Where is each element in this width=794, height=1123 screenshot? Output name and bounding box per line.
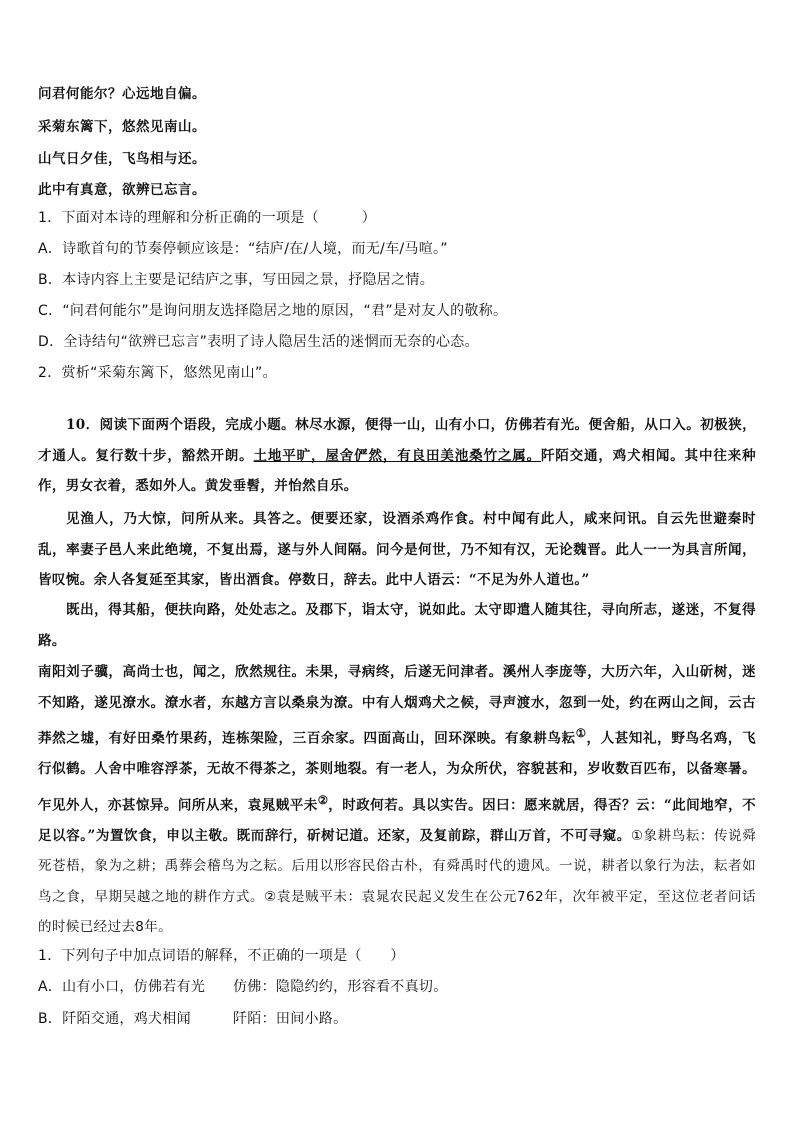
passage-text: ，人甚知礼，野鸟名鸡，飞行似鹤。人舍中唯容浮茶，无故不得茶之，茶则地裂。有一老人，为众所伏，容貌甚和，岁收数百匹布，以备寒暑。乍见外人，亦甚惊异。问所从来，袁晁贼平未 xyxy=(38,730,756,813)
option-b xyxy=(38,1008,347,1028)
question-stem: 1．下面对本诗的理解和分析正确的一项是（ ） xyxy=(38,210,377,226)
option-label: A．山有小口，仿佛若有光 xyxy=(38,979,206,995)
poem-line: 采菊东篱下，悠然见南山。 xyxy=(38,119,206,135)
option-gloss: 仿佛：隐隐约约，形容看不真切。 xyxy=(233,979,448,995)
option-gloss: 阡陌：田间小路。 xyxy=(233,1011,348,1027)
option-b: B．本诗内容上主要是记结庐之事，写田园之景，抒隐居之情。 xyxy=(38,272,435,288)
poem-line: 问君何能尔？心远地自偏。 xyxy=(38,86,206,102)
passage-text: 10．阅读下面两个语段，完成小题。林尽水源，便得一山，山有小口，仿佛若有光。便舍船，从口入。初极狭，才通人。复行数十步，豁然开朗。 xyxy=(38,417,756,464)
poem-line: 此中有真意，欲辨已忘言。 xyxy=(38,182,206,198)
option-c: C．“问君何能尔”是询问朋友选择隐居之地的原因，“君”是对友人的敬称。 xyxy=(38,303,508,319)
footnote-text: ①象耕鸟耘：传说舜死苍梧，象为之耕；禹葬会稽鸟为之耘。后用以形容民俗古朴，有舜禹时代的遗风。一说，耕者以象行为法，耘者如鸟之食，早期吴越之地的耕作方式。②袁是贼平未：袁晁农民起义发生在公元762年，次年被平定，至这位老者问话的时候已经过去8年。 xyxy=(38,827,757,935)
passage-text: 南阳刘子骥，高尚士也，闻之，欣然规往。未果，寻病终，后遂无问津者。溪州人李庞等，大历六年，入山斫树，迷不知路，遂见潦水。潦水者，东越方言以桑泉为潦。中有人烟鸡犬之候，寻声渡水，忽到一处，约在两山之间，云古莽然之墟，有好田桑竹果药，连栋架险，三百余家。四面高山，回环深映。有象耕鸟耘 xyxy=(38,664,756,747)
passage-paragraph-2: 见渔人，乃大惊，问所从来。具答之。便要还家，设酒杀鸡作食。村中闻有此人，咸来问讯。自云先世避秦时乱，率妻子邑人来此绝境，不复出焉，遂与外人间隔。问今是何世，乃不知有汉，无论魏晋。此人一一为具言所闻，皆叹惋。余人各复延至其家，皆出酒食。停数日，辞去。此中人语云：“不足为外人道也。” xyxy=(38,511,756,588)
option-label: B．阡陌交通，鸡犬相闻 xyxy=(38,1011,191,1027)
passage-text: ，时政何若。具以实告。因曰：愿来就居，得否？云：“此间地窄，不足以容。”为置饮食，申以主敬。既而辞行，斫树记道。还家，及复前踪，群山万首，不可寻窥。 xyxy=(38,797,756,844)
footnote-marker: ① xyxy=(575,726,587,740)
option-a xyxy=(38,976,448,996)
question-stem: 1．下列句子中加点词语的解释，不正确的一项是（ ） xyxy=(38,948,405,964)
passage-paragraph-1 xyxy=(38,410,756,502)
footnote-marker: ② xyxy=(317,792,329,807)
question-2: 2．赏析“采菊东篱下，悠然见南山”。 xyxy=(38,365,277,381)
passage-paragraph-4 xyxy=(38,657,756,943)
option-d: D．全诗结句“欲辨已忘言”表明了诗人隐居生活的迷惘而无奈的心态。 xyxy=(38,334,479,350)
option-a: A．诗歌首句的节奏停顿应该是：“结庐/在/人境，而无/车/马喧。” xyxy=(38,241,448,257)
passage-text: 阡陌交通，鸡犬相闻。其中往来种作，男女衣着，悉如外人。黄发垂髫，并怡然自乐。 xyxy=(38,447,757,494)
poem-line: 山气日夕佳，飞鸟相与还。 xyxy=(38,151,206,167)
underlined-sentence: 土地平旷，屋舍俨然，有良田美池桑竹之属。 xyxy=(253,447,541,464)
passage-paragraph-3: 既出，得其船，便扶向路，处处志之。及郡下，诣太守，说如此。太守即遣人随其往，寻向所志，遂迷，不复得路。 xyxy=(38,602,756,649)
